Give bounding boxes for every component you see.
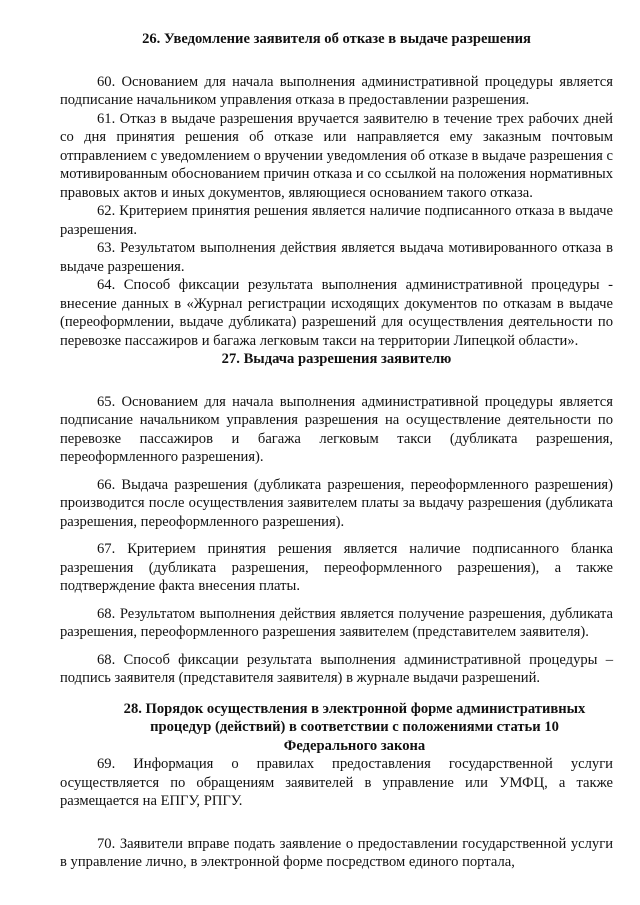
paragraph-67: 67. Критерием принятия решения является наличие подписанного бланка разрешения (дубликата разрешения, переоформленного разрешения), а также подтверждение факта внесения платы. [60, 541, 613, 594]
paragraph-64: 64. Способ фиксации результата выполнения административной процедуры - внесение данных в «Журнал регистрации исходящих документов по отказам в выдаче (переоформлении, выдаче дубликата) разрешений для осуществления деятельности по перевозке пассажиров и багажа легковым такси на территории Липецкой области». [60, 277, 613, 349]
paragraph-70: 70. Заявители вправе подать заявление о предоставлении государственной услуги в управление лично, в электронной форме посредством единого портала, [60, 835, 613, 870]
section-26-heading: 26. Уведомление заявителя об отказе в выдаче разрешения [142, 31, 531, 47]
section-28-heading: 28. Порядок осуществления в электронной форме административных процедур (действий) в соответствии с положениями статьи 10 Федерального закона [123, 700, 586, 754]
paragraph-66: 66. Выдача разрешения (дубликата разрешения, переоформленного разрешения) производится после осуществления заявителем платы за выдачу разрешения (дубликата разрешения, переоформленного разрешения). [60, 476, 613, 530]
paragraph-65: 65. Основанием для начала выполнения административной процедуры является подписание начальником управления разрешения на осуществление деятельности по перевозке пассажиров и багажа легковым такси (дубликата разрешения, переоформленного разрешения). [60, 393, 613, 465]
document-page [60, 30, 613, 872]
paragraph-62: 62. Критерием принятия решения является наличие подписанного отказа в выдаче разрешения. [60, 203, 613, 238]
section-27-heading: 27. Выдача разрешения заявителю [221, 351, 452, 367]
paragraph-60: 60. Основанием для начала выполнения административной процедуры является подписание начальником управления отказа в предоставлении разрешения. [60, 73, 613, 108]
paragraph-61: 61. Отказ в выдаче разрешения вручается заявителю в течение трех рабочих дней со дня принятия решения об отказе или направляется ему заказным почтовым отправлением с уведомлением о вручении уведомления об отказе в выдаче разрешения с мотивированным обоснованием причин отказа и со ссылкой на положения нормативных правовых актов и иных документов, являющиеся основанием такого отказа. [60, 110, 613, 201]
paragraph-69: 69. Информация о правилах предоставления государственной услуги осуществляется по обращениям заявителей в управление или УМФЦ, а также размещается на ЕПГУ, РПГУ. [60, 756, 613, 809]
paragraph-63: 63. Результатом выполнения действия является выдача мотивированного отказа в выдаче разрешения. [60, 240, 613, 275]
paragraph-68-fixation: 68. Способ фиксации результата выполнения административной процедуры – подпись заявителя (представителя заявителя) в журнале выдачи разрешений. [60, 651, 613, 686]
paragraph-68-result: 68. Результатом выполнения действия является получение разрешения, дубликата разрешения, переоформленного разрешения заявителем (представителем заявителя). [60, 605, 613, 640]
